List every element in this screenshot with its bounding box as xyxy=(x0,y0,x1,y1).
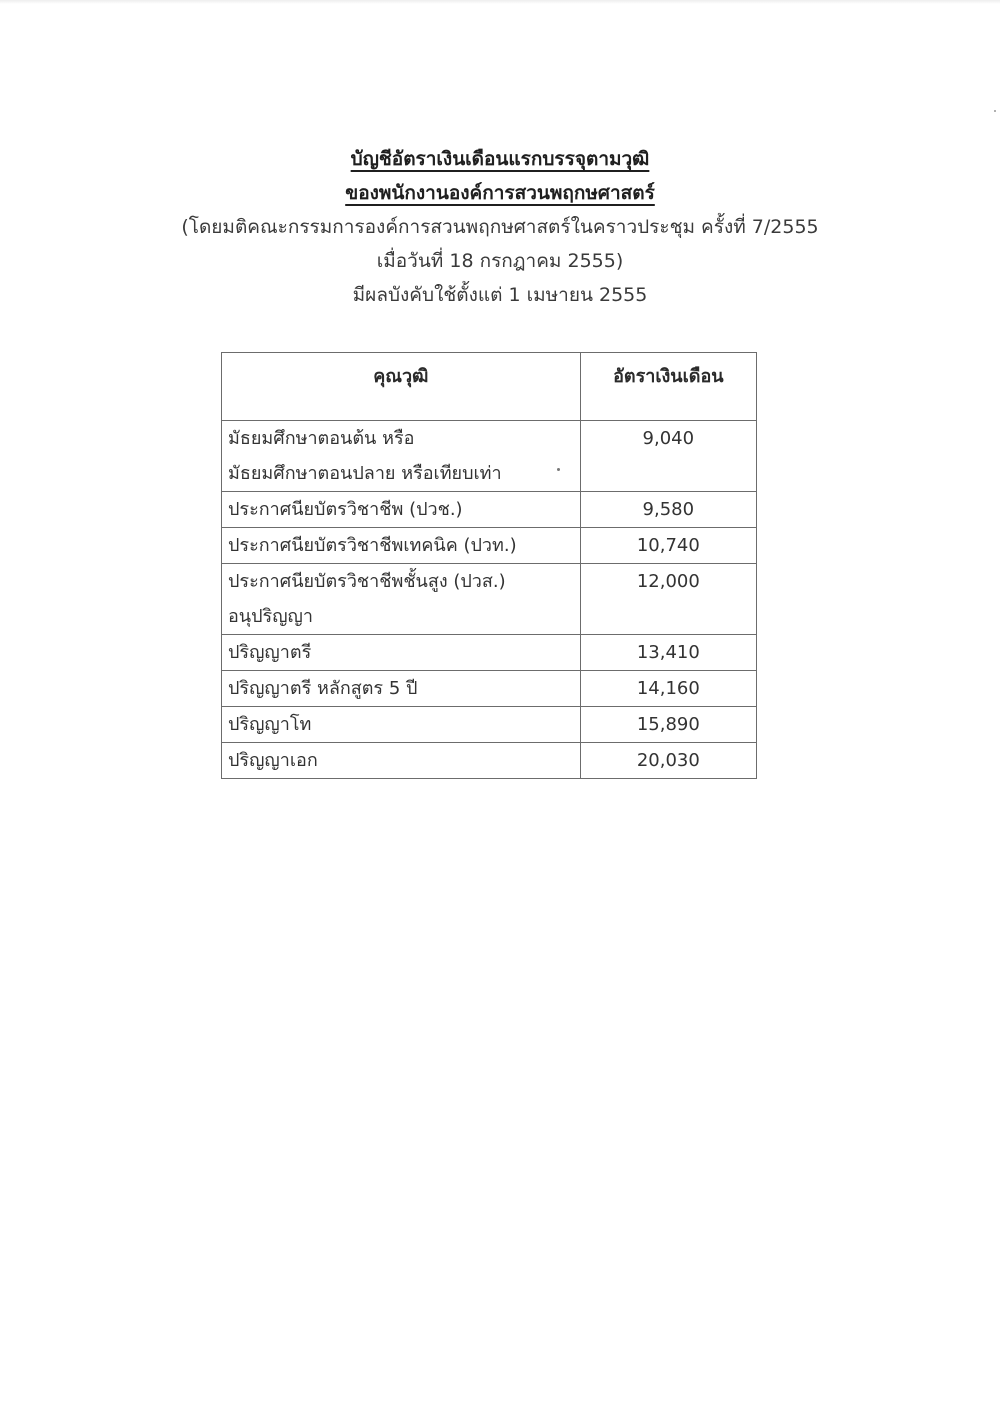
subtitle-resolution: (โดยมติคณะกรรมการองค์การสวนพฤกษศาสตร์ในคราวประชุม ครั้งที่ 7/2555 xyxy=(181,216,819,238)
table-header-row xyxy=(222,353,757,421)
qualification-text: ปริญญาเอก xyxy=(228,750,318,771)
qualification-text: ปริญญาโท xyxy=(228,714,312,735)
salary-rate-table xyxy=(221,352,757,779)
table-row xyxy=(222,492,757,528)
qualification-cell xyxy=(222,635,581,671)
qualification-text: ประกาศนียบัตรวิชาชีพ (ปวช.) xyxy=(228,499,463,520)
header-qualification: คุณวุฒิ xyxy=(222,353,581,421)
subtitle-effective-date: มีผลบังคับใช้ตั้งแต่ 1 เมษายน 2555 xyxy=(352,284,648,306)
table-row xyxy=(222,707,757,743)
table-row xyxy=(222,635,757,671)
table-row xyxy=(222,421,757,492)
table-row xyxy=(222,743,757,779)
qualification-text: มัธยมศึกษาตอนปลาย หรือเทียบเท่า xyxy=(228,463,502,484)
qualification-text: ปริญญาตรี หลักสูตร 5 ปี xyxy=(228,678,418,699)
header-salary: อัตราเงินเดือน xyxy=(580,353,756,421)
title-line-2: ของพนักงานองค์การสวนพฤกษศาสตร์ xyxy=(345,182,655,204)
salary-cell: 9,040 xyxy=(580,421,756,492)
qualification-cell xyxy=(222,564,581,635)
subtitle-date: เมื่อวันที่ 18 กรกฎาคม 2555) xyxy=(376,250,624,272)
qualification-cell xyxy=(222,671,581,707)
qualification-cell xyxy=(222,421,581,492)
table-body xyxy=(222,421,757,779)
qualification-text: อนุปริญญา xyxy=(228,606,313,627)
table-row xyxy=(222,528,757,564)
document-heading xyxy=(150,142,850,312)
salary-cell: 20,030 xyxy=(580,743,756,779)
scan-speck xyxy=(994,110,996,112)
qualification-text: ประกาศนียบัตรวิชาชีพเทคนิค (ปวท.) xyxy=(228,535,517,556)
salary-cell: 12,000 xyxy=(580,564,756,635)
qualification-cell xyxy=(222,743,581,779)
qualification-cell xyxy=(222,707,581,743)
qualification-text: ประกาศนียบัตรวิชาชีพชั้นสูง (ปวส.) xyxy=(228,571,506,592)
qualification-text: ปริญญาตรี xyxy=(228,642,312,663)
scan-speck xyxy=(557,468,560,471)
qualification-cell xyxy=(222,528,581,564)
salary-cell: 10,740 xyxy=(580,528,756,564)
qualification-cell xyxy=(222,492,581,528)
salary-cell: 13,410 xyxy=(580,635,756,671)
table-row xyxy=(222,564,757,635)
salary-cell: 15,890 xyxy=(580,707,756,743)
table-row xyxy=(222,671,757,707)
scan-edge-shadow xyxy=(0,0,1000,4)
qualification-text: มัธยมศึกษาตอนต้น หรือ xyxy=(228,428,415,449)
salary-cell: 14,160 xyxy=(580,671,756,707)
salary-cell: 9,580 xyxy=(580,492,756,528)
title-line-1: บัญชีอัตราเงินเดือนแรกบรรจุตามวุฒิ xyxy=(350,148,650,170)
